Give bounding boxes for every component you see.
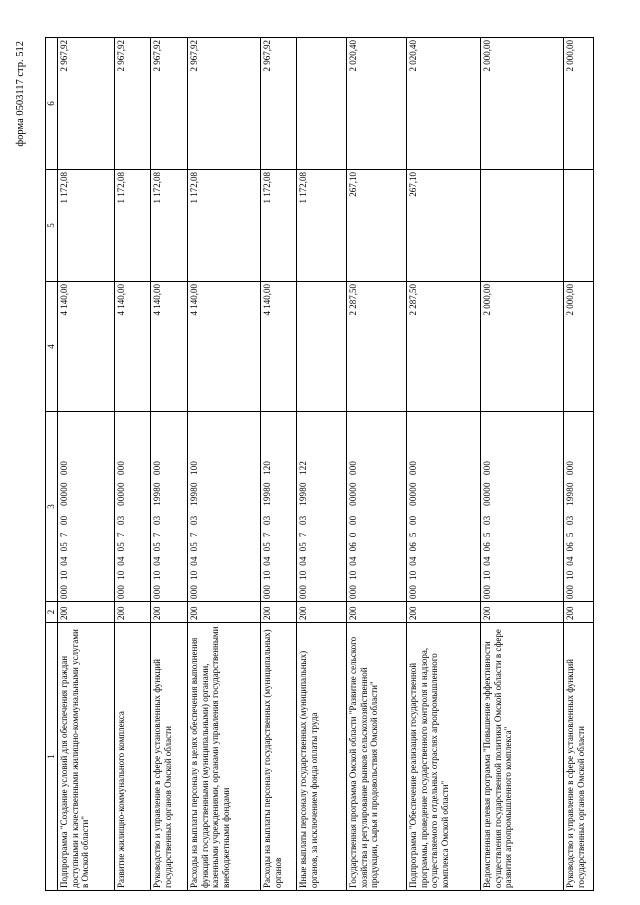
row-approved: 2 287,50: [347, 282, 407, 412]
table-row: [407, 38, 481, 891]
row-line-code: 200: [297, 602, 347, 623]
row-executed: 1 172,08: [115, 170, 151, 282]
row-name: Расходы на выплаты персоналу в целях обеспечения выполнения функций государственными (муниципальными) органами, казенными учреждениями, органами управления государственными внебюджетными фондами: [188, 623, 261, 891]
table-row: [564, 38, 594, 891]
form-label: форма 0503117 стр. 512: [15, 41, 26, 147]
row-budget-code: 000 10 04 05 7 03 19980 120: [261, 412, 297, 602]
row-unexecuted: 2 967,92: [151, 38, 188, 170]
col-header-3: 3: [46, 412, 58, 602]
column-number-row: [46, 38, 58, 891]
row-executed: 267,10: [347, 170, 407, 282]
row-name: Ведомственная целевая программа "Повышение эффективности осуществления государственной политики Омской области в сфере развития агропромышленного комплекса": [481, 623, 564, 891]
table-row: [115, 38, 151, 891]
row-approved: 4 140,00: [261, 282, 297, 412]
row-name: Расходы на выплаты персоналу государственных (муниципальных) органов: [261, 623, 297, 891]
row-name: Иные выплаты персоналу государственных (муниципальных) органов, за исключением фонда оплаты труда: [297, 623, 347, 891]
row-line-code: 200: [261, 602, 297, 623]
row-name: Подпрограмма "Создание условий для обеспечения граждан доступными и качественными жилищно-коммунальными услугами в Омской области": [58, 623, 115, 891]
row-name: Государственная программа Омской области "Развитие сельского хозяйства и регулирование рынков сельскохозяйственной продукции, сырья и продовольствия Омской области": [347, 623, 407, 891]
row-executed: 1 172,08: [297, 170, 347, 282]
row-approved: 4 140,00: [151, 282, 188, 412]
row-budget-code: 000 10 04 05 7 00 00000 000: [58, 412, 115, 602]
row-approved: 2 000,00: [481, 282, 564, 412]
row-line-code: 200: [151, 602, 188, 623]
row-unexecuted: 2 967,92: [261, 38, 297, 170]
row-approved: [297, 282, 347, 412]
row-executed: 1 172,08: [58, 170, 115, 282]
row-line-code: 200: [188, 602, 261, 623]
row-name: Руководство и управление в сфере установленных функций государственных органов Омской области: [564, 623, 594, 891]
row-executed: 1 172,08: [261, 170, 297, 282]
row-name: Развитие жилищно-коммунального комплекса: [115, 623, 151, 891]
row-name: Руководство и управление в сфере установленных функций государственных органов Омской области: [151, 623, 188, 891]
row-approved: 2 000,00: [564, 282, 594, 412]
table-row: [481, 38, 564, 891]
row-budget-code: 000 10 04 05 7 03 19980 000: [151, 412, 188, 602]
row-unexecuted: 2 000,00: [481, 38, 564, 170]
col-header-5: 5: [46, 170, 58, 282]
row-unexecuted: 2 967,92: [188, 38, 261, 170]
row-executed: [481, 170, 564, 282]
row-budget-code: 000 10 04 06 5 00 00000 000: [407, 412, 481, 602]
row-unexecuted: [297, 38, 347, 170]
col-header-6: 6: [46, 38, 58, 170]
row-name: Подпрограмма "Обеспечение реализации государственной программы, проведение государственного контроля и надзора, осуществляемого в отдельных отраслях агропромышленного комплекса Омской области": [407, 623, 481, 891]
row-budget-code: 000 10 04 06 0 00 00000 000: [347, 412, 407, 602]
row-approved: 2 287,50: [407, 282, 481, 412]
row-unexecuted: 2 000,00: [564, 38, 594, 170]
row-unexecuted: 2 020,40: [347, 38, 407, 170]
col-header-1: 1: [46, 623, 58, 891]
table-row: [347, 38, 407, 891]
row-line-code: 200: [115, 602, 151, 623]
col-header-2: 2: [46, 602, 58, 623]
row-line-code: 200: [58, 602, 115, 623]
row-approved: 4 140,00: [115, 282, 151, 412]
row-approved: 4 140,00: [188, 282, 261, 412]
row-unexecuted: 2 020,40: [407, 38, 481, 170]
row-approved: 4 140,00: [58, 282, 115, 412]
row-budget-code: 000 10 04 06 5 03 19980 000: [564, 412, 594, 602]
row-budget-code: 000 10 04 06 5 03 00000 000: [481, 412, 564, 602]
row-executed: 1 172,08: [188, 170, 261, 282]
row-executed: 267,10: [407, 170, 481, 282]
table-row: [151, 38, 188, 891]
row-line-code: 200: [481, 602, 564, 623]
table-row: [297, 38, 347, 891]
row-line-code: 200: [564, 602, 594, 623]
row-budget-code: 000 10 04 05 7 03 19980 100: [188, 412, 261, 602]
table-row: [261, 38, 297, 891]
row-line-code: 200: [347, 602, 407, 623]
table-row: [188, 38, 261, 891]
row-unexecuted: 2 967,92: [115, 38, 151, 170]
row-unexecuted: 2 967,92: [58, 38, 115, 170]
row-budget-code: 000 10 04 05 7 03 00000 000: [115, 412, 151, 602]
row-budget-code: 000 10 04 05 7 03 19980 122: [297, 412, 347, 602]
report-table: [45, 37, 594, 891]
row-executed: [564, 170, 594, 282]
row-executed: 1 172,08: [151, 170, 188, 282]
col-header-4: 4: [46, 282, 58, 412]
row-line-code: 200: [407, 602, 481, 623]
table-body: [58, 38, 594, 891]
table-row: [58, 38, 115, 891]
